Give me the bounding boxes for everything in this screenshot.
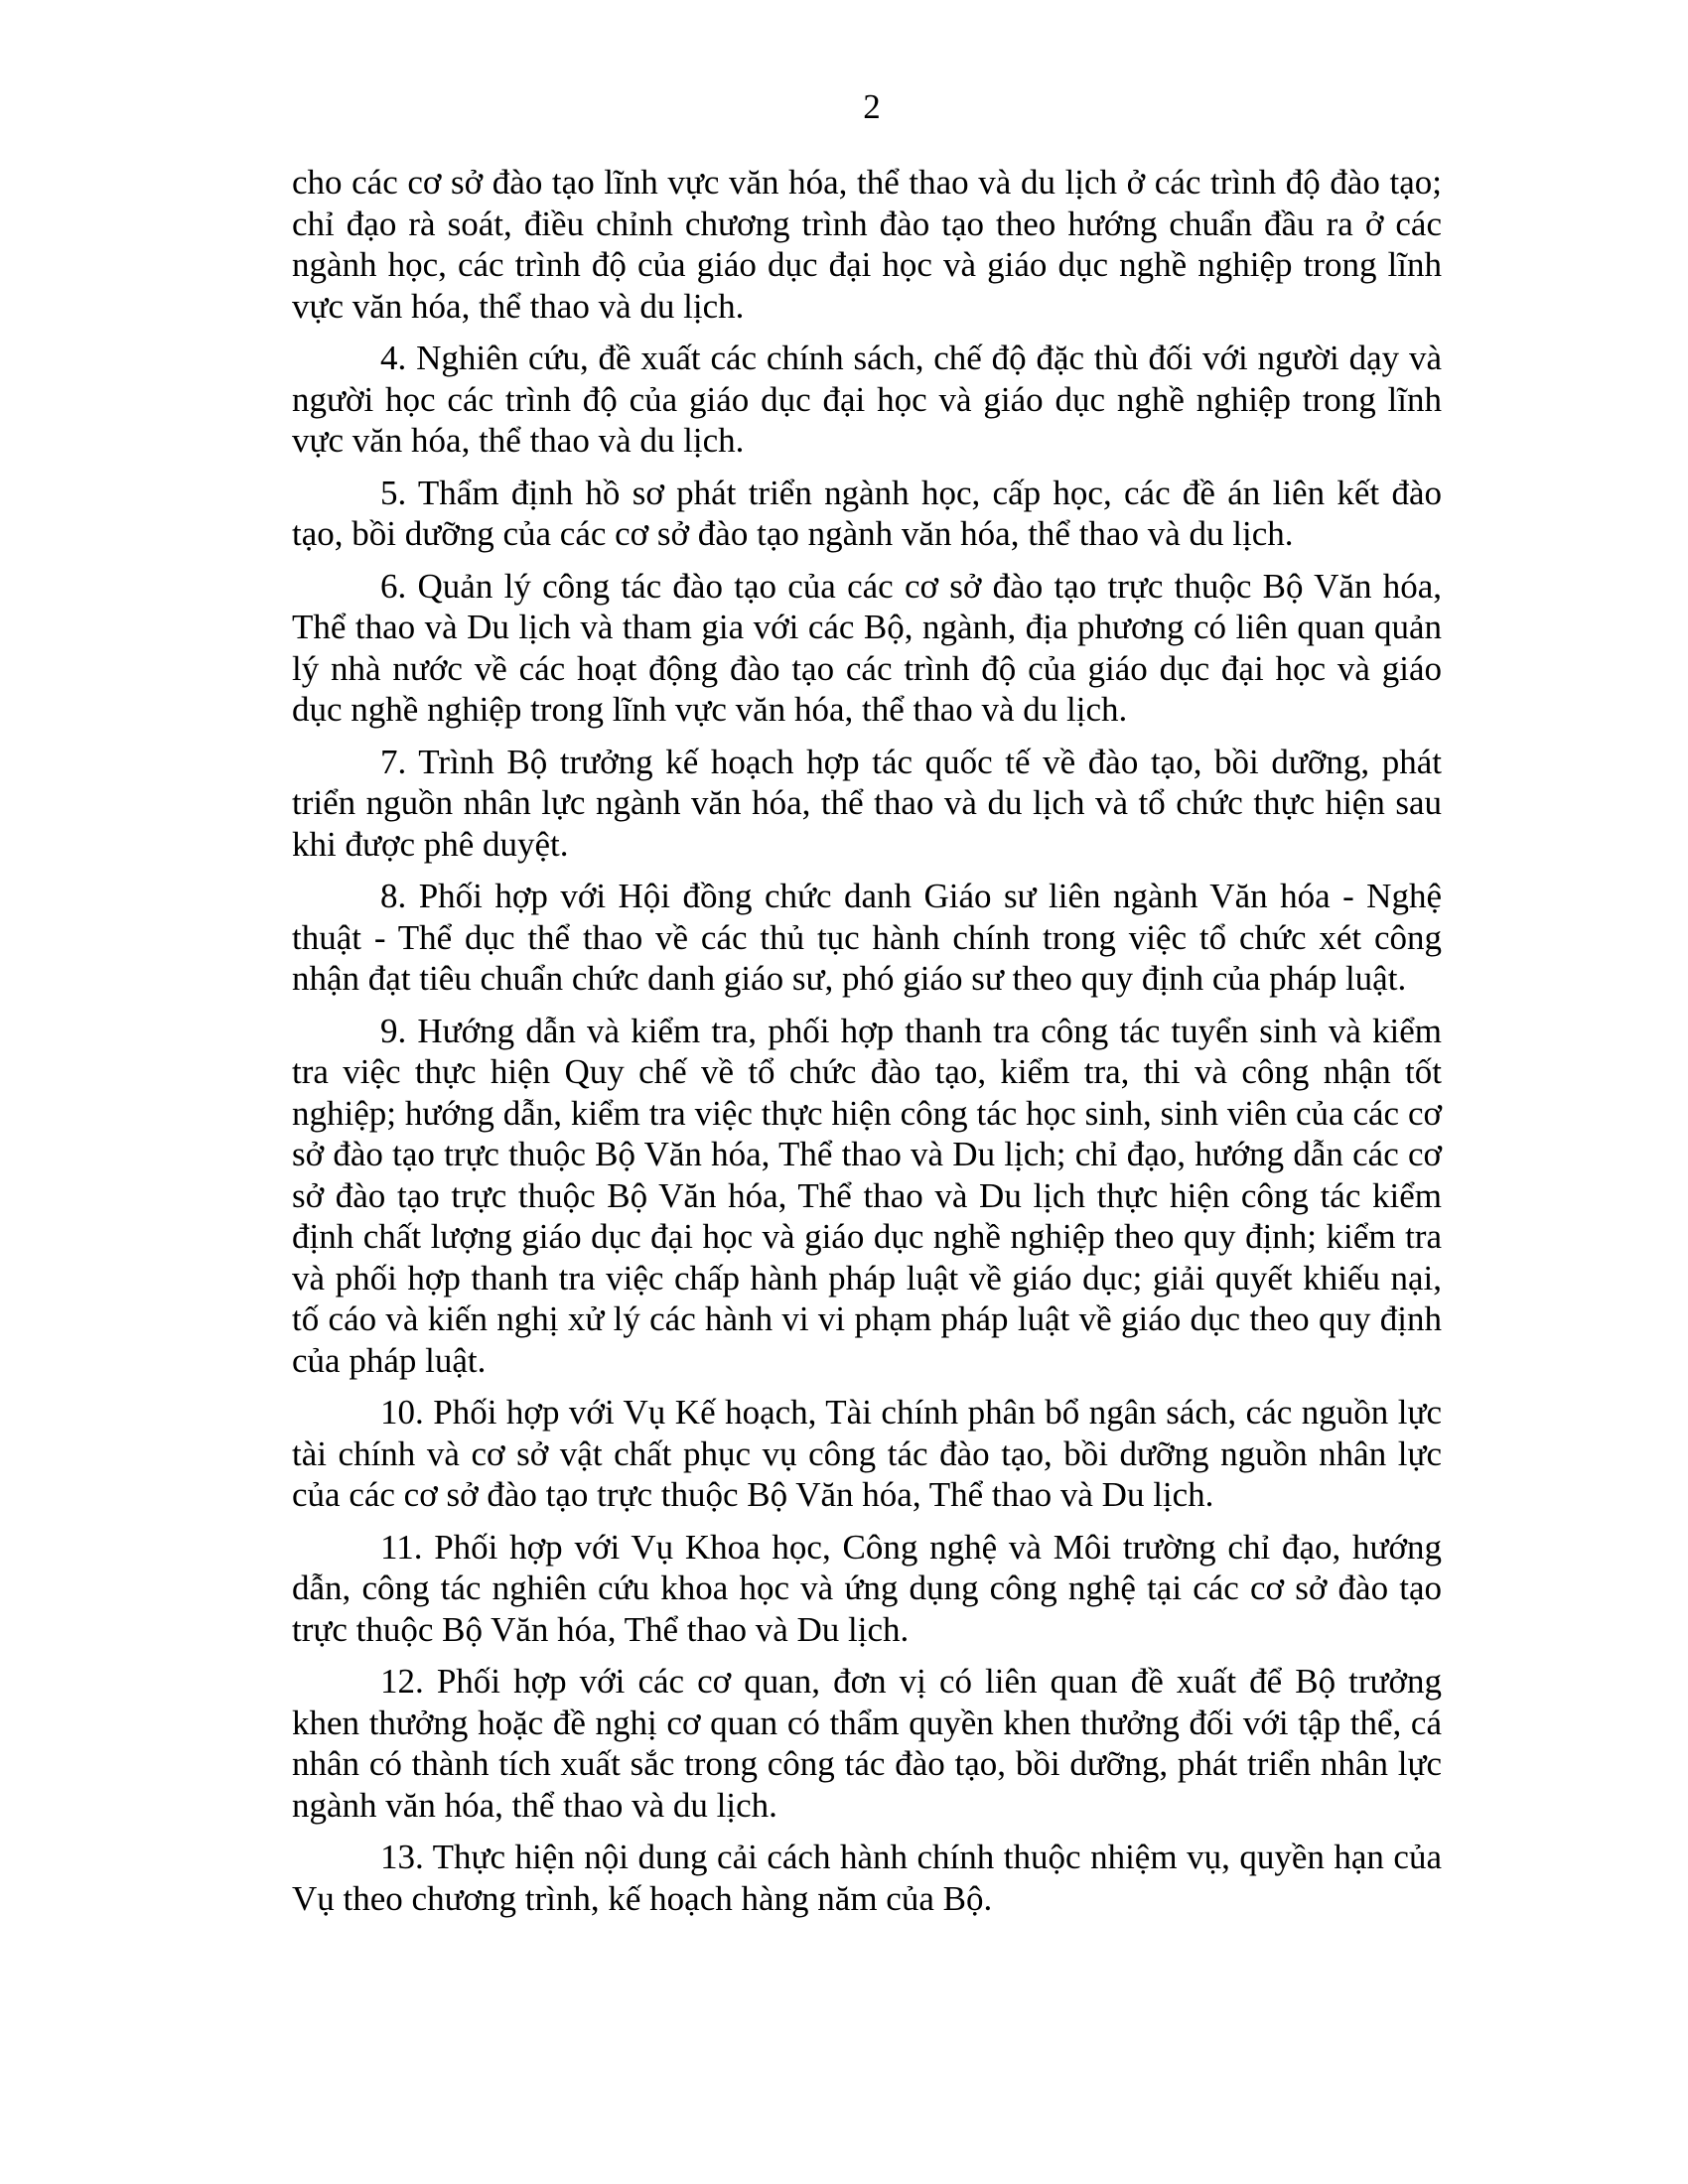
paragraph-item-12: 12. Phối hợp với các cơ quan, đơn vị có liên quan đề xuất để Bộ trưởng khen thưởng hoặc đề nghị cơ quan có thẩm quyền khen thưởng đối với tập thể, cá nhân có thành tích xuất sắc trong công tác đào tạo, bồi dưỡng, phát triển nhân lực ngành văn hóa, thể thao và du lịch.: [292, 1662, 1442, 1825]
document-body: [292, 162, 1442, 1930]
paragraph-item-11: 11. Phối hợp với Vụ Khoa học, Công nghệ và Môi trường chỉ đạo, hướng dẫn, công tác nghiên cứu khoa học và ứng dụng công nghệ tại các cơ sở đào tạo trực thuộc Bộ Văn hóa, Thể thao và Du lịch.: [292, 1527, 1442, 1649]
paragraph-item-10: 10. Phối hợp với Vụ Kế hoạch, Tài chính phân bổ ngân sách, các nguồn lực tài chính và cơ sở vật chất phục vụ công tác đào tạo, bồi dưỡng nguồn nhân lực của các cơ sở đào tạo trực thuộc Bộ Văn hóa, Thể thao và Du lịch.: [292, 1393, 1442, 1514]
paragraph-item-13: 13. Thực hiện nội dung cải cách hành chính thuộc nhiệm vụ, quyền hạn của Vụ theo chương trình, kế hoạch hàng năm của Bộ.: [292, 1838, 1442, 1918]
paragraph-item-9: 9. Hướng dẫn và kiểm tra, phối hợp thanh tra công tác tuyển sinh và kiểm tra việc thực hiện Quy chế về tổ chức đào tạo, kiểm tra, thi và công nhận tốt nghiệp; hướng dẫn, kiểm tra việc thực hiện công tác học sinh, sinh viên của các cơ sở đào tạo trực thuộc Bộ Văn hóa, Thể thao và Du lịch; chỉ đạo, hướng dẫn các cơ sở đào tạo trực thuộc Bộ Văn hóa, Thể thao và Du lịch thực hiện công tác kiểm định chất lượng giáo dục đại học và giáo dục nghề nghiệp theo quy định; kiểm tra và phối hợp thanh tra việc chấp hành pháp luật về giáo dục; giải quyết khiếu nại, tố cáo và kiến nghị xử lý các hành vi vi phạm pháp luật về giáo dục theo quy định của pháp luật.: [292, 1011, 1442, 1380]
paragraph-item-6: 6. Quản lý công tác đào tạo của các cơ sở đào tạo trực thuộc Bộ Văn hóa, Thể thao và Du lịch và tham gia với các Bộ, ngành, địa phương có liên quan quản lý nhà nước về các hoạt động đào tạo các trình độ của giáo dục đại học và giáo dục nghề nghiệp trong lĩnh vực văn hóa, thể thao và du lịch.: [292, 566, 1442, 729]
paragraph-continuation: cho các cơ sở đào tạo lĩnh vực văn hóa, thể thao và du lịch ở các trình độ đào tạo; chỉ đạo rà soát, điều chỉnh chương trình đào tạo theo hướng chuẩn đầu ra ở các ngành học, các trình độ của giáo dục đại học và giáo dục nghề nghiệp trong lĩnh vực văn hóa, thể thao và du lịch.: [292, 163, 1442, 326]
paragraph-item-8: 8. Phối hợp với Hội đồng chức danh Giáo sư liên ngành Văn hóa - Nghệ thuật - Thể dục thể thao về các thủ tục hành chính trong việc tổ chức xét công nhận đạt tiêu chuẩn chức danh giáo sư, phó giáo sư theo quy định của pháp luật.: [292, 877, 1442, 998]
paragraph-item-4: 4. Nghiên cứu, đề xuất các chính sách, chế độ đặc thù đối với người dạy và người học các trình độ của giáo dục đại học và giáo dục nghề nghiệp trong lĩnh vực văn hóa, thể thao và du lịch.: [292, 339, 1442, 460]
page-number: 2: [863, 87, 881, 126]
paragraph-item-5: 5. Thẩm định hồ sơ phát triển ngành học, cấp học, các đề án liên kết đào tạo, bồi dưỡng của các cơ sở đào tạo ngành văn hóa, thể thao và du lịch.: [292, 473, 1442, 553]
paragraph-item-7: 7. Trình Bộ trưởng kế hoạch hợp tác quốc tế về đào tạo, bồi dưỡng, phát triển nguồn nhân lực ngành văn hóa, thể thao và du lịch và tổ chức thực hiện sau khi được phê duyệt.: [292, 742, 1442, 864]
